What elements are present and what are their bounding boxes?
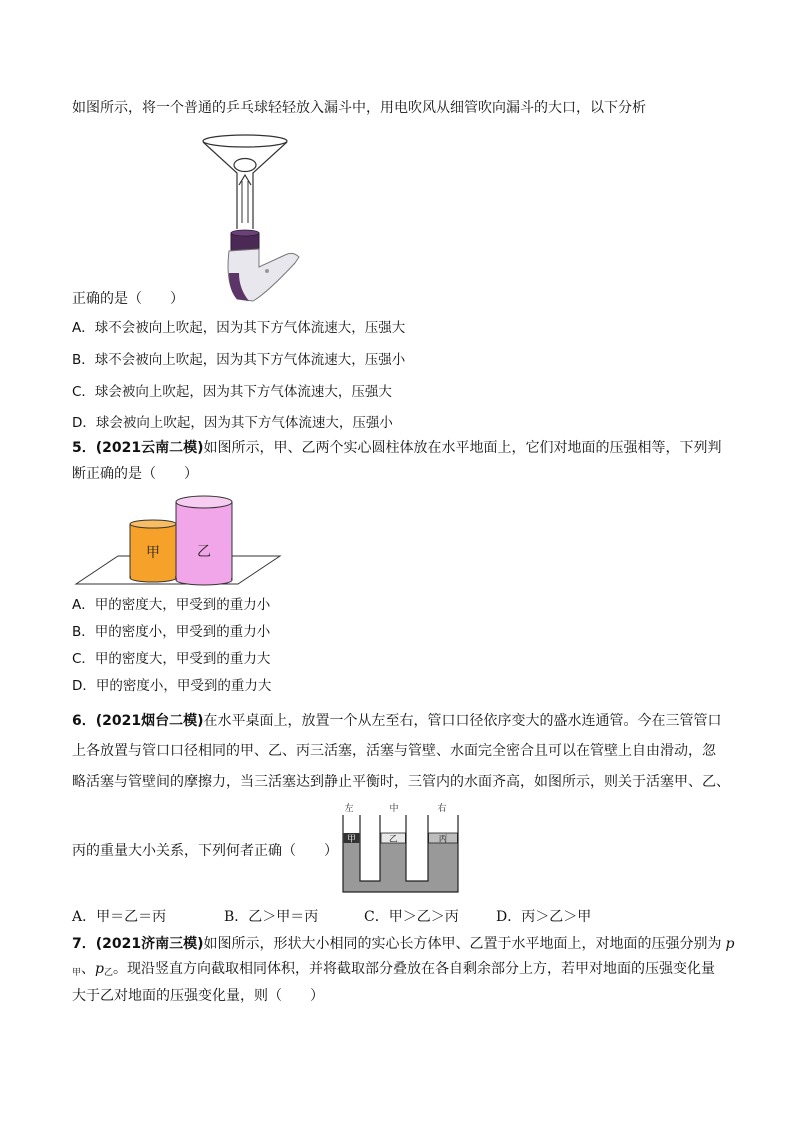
q5-option-d: D．甲的密度小，甲受到的重力大 bbox=[72, 678, 272, 694]
q6-stem-text: 在水平桌面上，放置一个从左至右，管口口径依序变大的盛水连通管。今在三管管口 bbox=[203, 713, 722, 729]
q7-stem-line1 bbox=[72, 934, 734, 954]
q6-option-c: C．甲＞乙＞丙 bbox=[364, 909, 459, 925]
q5-stem-text: 如图所示，甲、乙两个实心圆柱体放在水平地面上，它们对地面的压强相等，下列判 bbox=[203, 440, 722, 456]
q7-stem-text: 如图所示，形状大小相同的实心长方体甲、乙置于水平地面上，对地面的压强分别为 bbox=[203, 936, 722, 952]
q7-pressure-symbol-b: p bbox=[95, 961, 104, 977]
q5-option-b: B．甲的密度小，甲受到的重力小 bbox=[72, 624, 271, 640]
q4-option-a: A．球不会被向上吹起，因为其下方气体流速大，压强大 bbox=[72, 320, 406, 336]
tube-label-left: 左 bbox=[344, 804, 354, 814]
dryer-button bbox=[265, 269, 269, 273]
cylinder-yi-top bbox=[176, 496, 232, 508]
q7-stem-line2 bbox=[72, 959, 715, 983]
q4-option-d: D．球会被向上吹起，因为其下方气体流速大，压强小 bbox=[72, 415, 393, 431]
q6-number: 6．(2021烟台二模) bbox=[72, 713, 204, 729]
cylinder-jia-top bbox=[130, 520, 176, 528]
piston-jia-label: 甲 bbox=[347, 834, 356, 845]
connected-tubes-figure bbox=[338, 801, 462, 895]
q6-option-a: A．甲＝乙＝丙 bbox=[72, 909, 167, 925]
cylinder-yi-label: 乙 bbox=[197, 544, 211, 560]
hair-dryer-funnel-figure bbox=[195, 133, 305, 305]
dryer-nozzle-opening bbox=[231, 230, 259, 236]
piston-bing-label: 丙 bbox=[438, 834, 448, 845]
q4-option-c: C．球会被向上吹起，因为其下方气体流速大，压强大 bbox=[72, 384, 392, 400]
q7-number: 7．(2021济南三模) bbox=[72, 936, 204, 952]
q7-subscript-yi: 乙 bbox=[103, 968, 113, 978]
q4-option-b: B．球不会被向上吹起，因为其下方气体流速大，压强小 bbox=[72, 352, 406, 368]
q6-stem-line3: 略活塞与管壁间的摩擦力，当三活塞达到静止平衡时，三管内的水面齐高，如图所示，则关于活塞甲、乙、 bbox=[72, 774, 730, 790]
q5-number: 5．(2021云南二模) bbox=[72, 440, 204, 456]
q7-stem-line2-tail: 。现沿竖直方向截取相同体积，并将截取部分叠放在各自剩余部分上方，若甲对地面的压强变化量 bbox=[113, 961, 715, 977]
air-arrow-head bbox=[239, 175, 251, 185]
q4-stem-line2: 正确的是（ ） bbox=[72, 291, 184, 307]
q6-stem-line1 bbox=[72, 711, 722, 731]
q6-stem-line2: 上各放置与管口口径相同的甲、乙、丙三活塞，活塞与管壁、水面完全密合且可以在管壁上自由滑动，忽 bbox=[72, 743, 716, 759]
tube-label-right: 右 bbox=[437, 804, 447, 814]
q5-option-c: C．甲的密度大，甲受到的重力大 bbox=[72, 651, 271, 667]
q6-option-b: B．乙＞甲＝丙 bbox=[224, 909, 319, 925]
q7-stem-line3: 大于乙对地面的压强变化量，则（ ） bbox=[72, 988, 324, 1004]
q4-stem-line1: 如图所示，将一个普通的乒乓球轻轻放入漏斗中，用电吹风从细管吹向漏斗的大口，以下分析 bbox=[72, 100, 646, 116]
q7-pressure-symbol-a: p bbox=[725, 936, 735, 952]
q5-stem-line1 bbox=[72, 438, 722, 458]
ping-pong-ball bbox=[234, 159, 256, 172]
q5-option-a: A．甲的密度大，甲受到的重力小 bbox=[72, 597, 271, 613]
cylinders-figure bbox=[74, 490, 282, 586]
piston-yi-label: 乙 bbox=[388, 834, 398, 845]
funnel-rim bbox=[203, 135, 287, 147]
cylinder-jia-label: 甲 bbox=[146, 545, 160, 561]
q6-stem-line4: 丙的重量大小关系，下列何者正确（ ） bbox=[72, 843, 338, 859]
q6-option-d: D．丙＞乙＞甲 bbox=[496, 909, 592, 925]
funnel-body bbox=[203, 142, 287, 229]
q5-stem-line2: 断正确的是（ ） bbox=[72, 466, 198, 482]
q7-separator: 、 bbox=[81, 961, 96, 977]
q7-subscript-jia: 甲 bbox=[72, 968, 82, 978]
tube-label-middle: 中 bbox=[389, 804, 399, 814]
